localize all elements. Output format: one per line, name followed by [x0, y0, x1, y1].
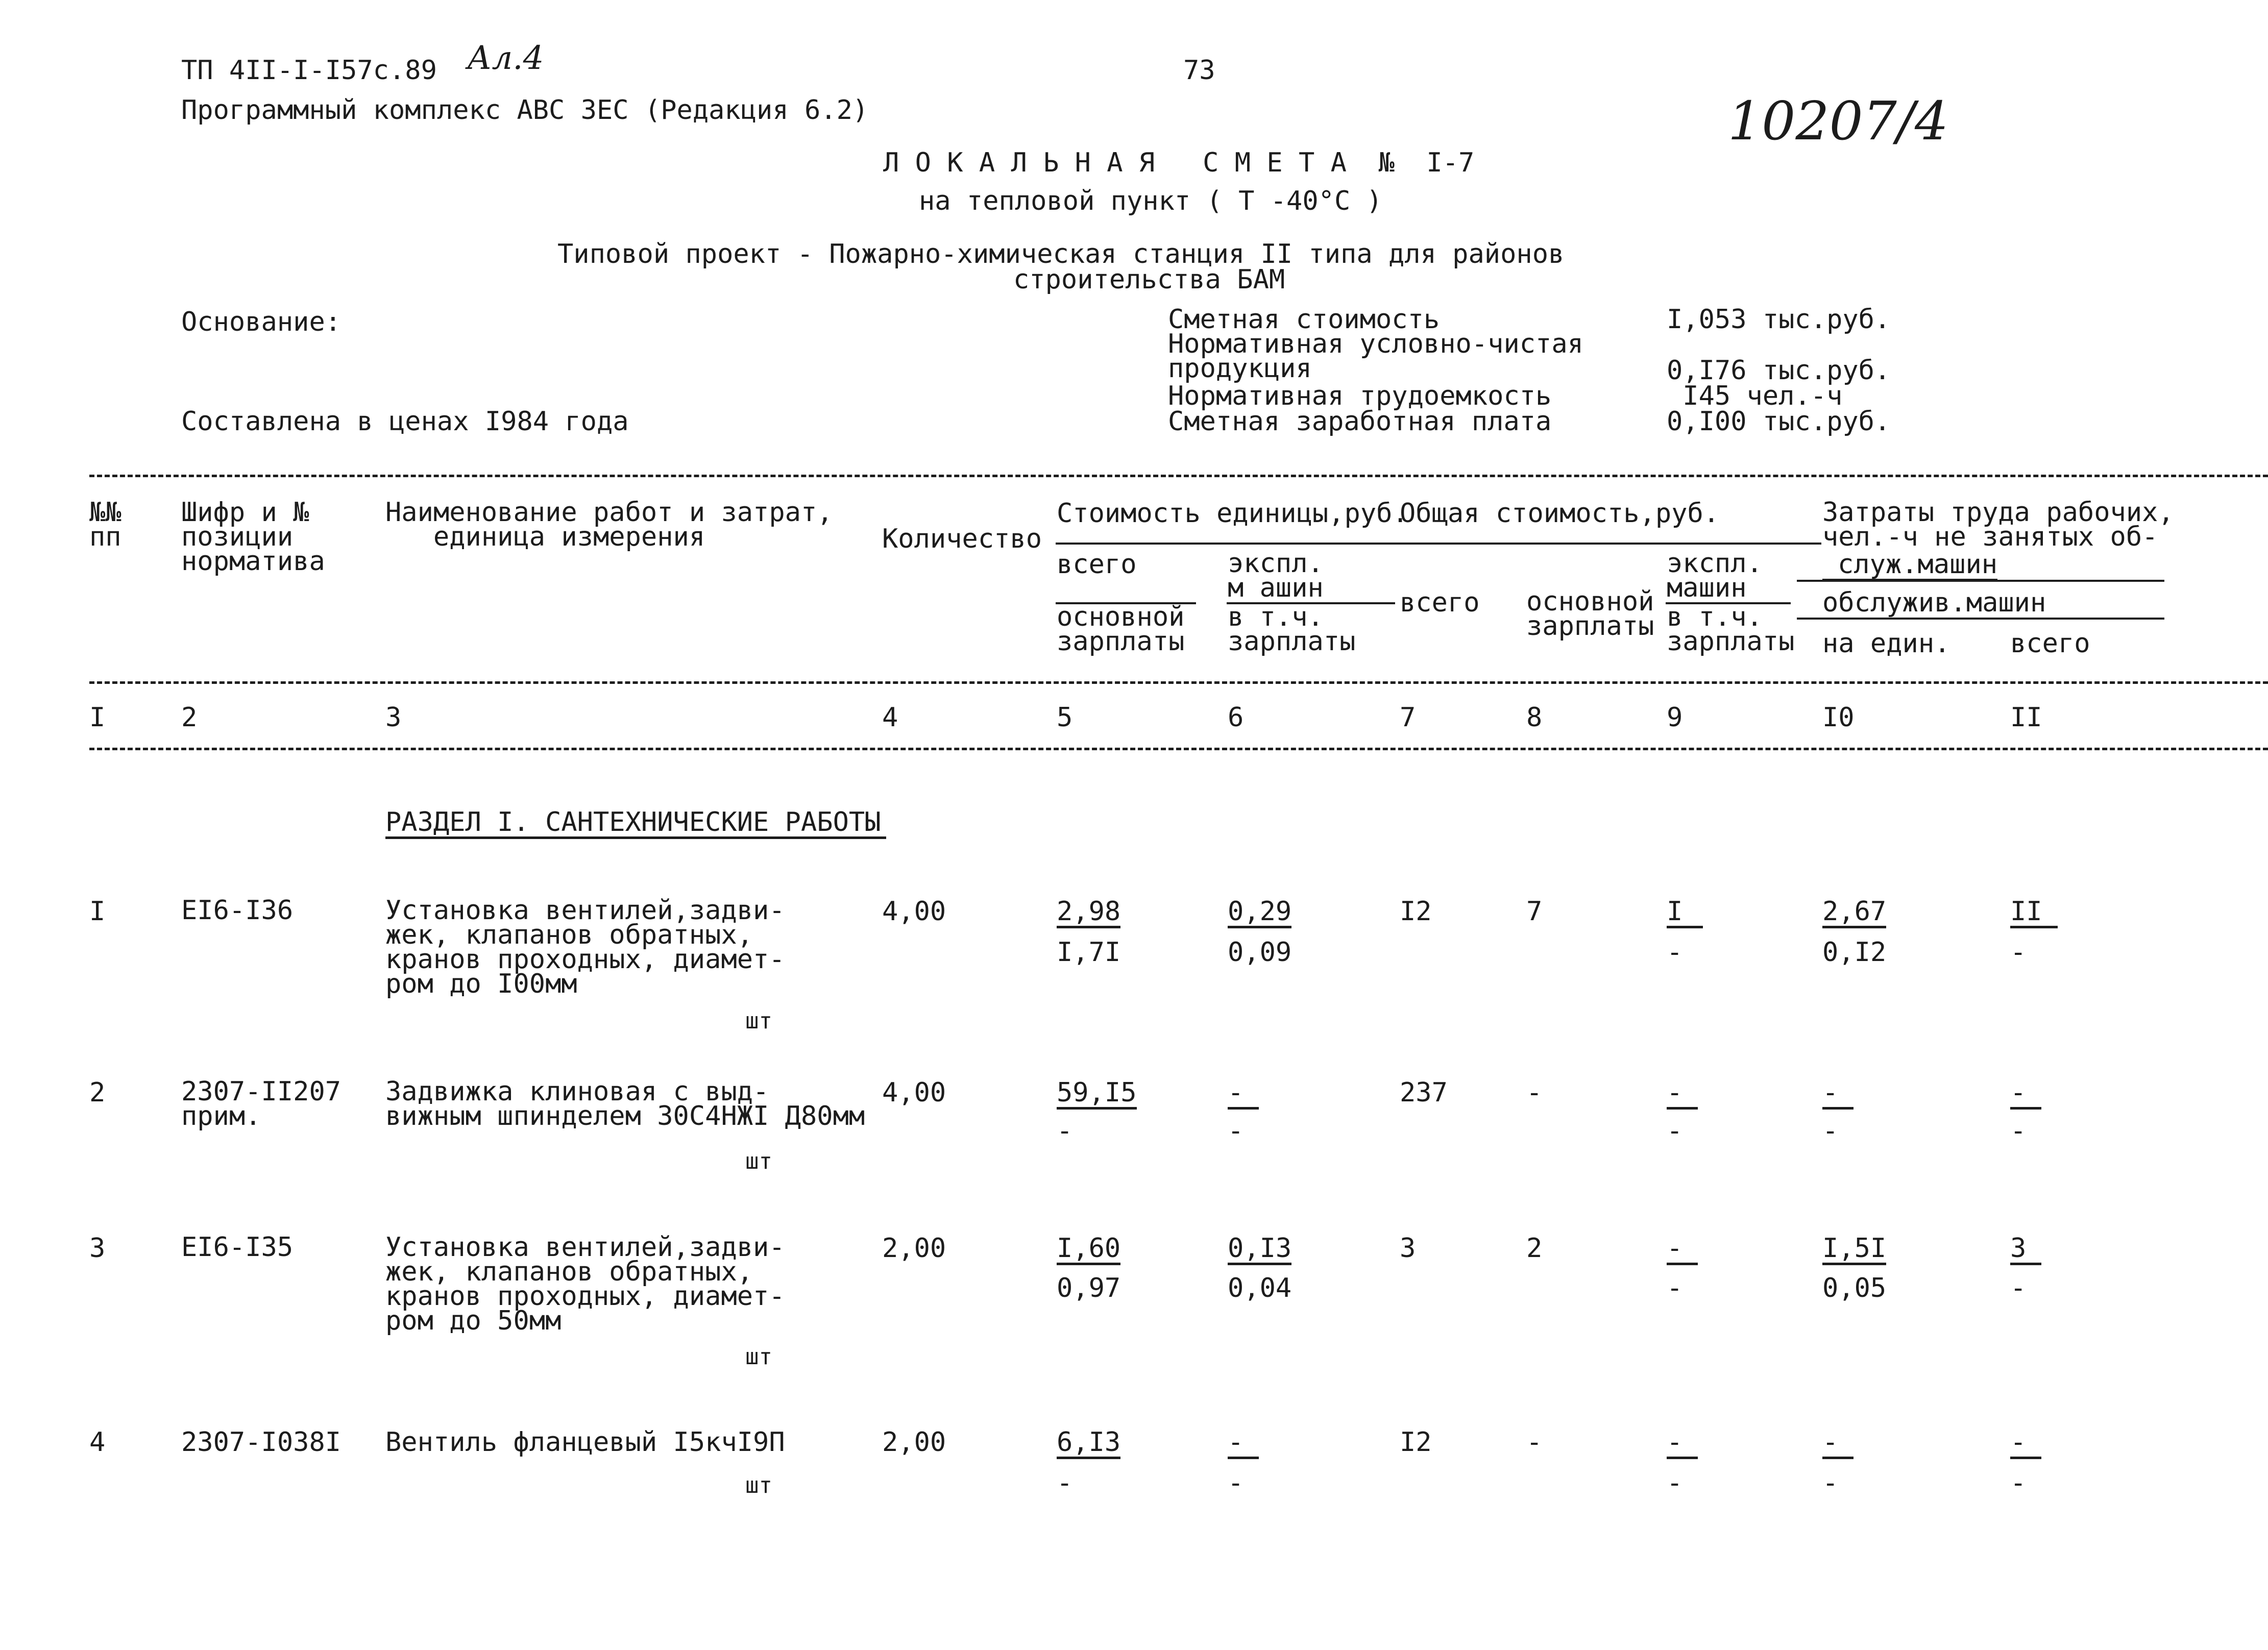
summary-value-2: I45 чел.-ч	[1667, 381, 1843, 411]
col-header-code: Шифр и № позиции норматива	[181, 497, 325, 577]
col-header-name: Наименование работ и затрат, единица измерения	[385, 497, 833, 552]
header-bottom-rule	[89, 681, 2268, 684]
project-line-1: Типовой проект - Пожарно-химическая станция II типа для районов	[557, 239, 1565, 269]
row-total-machines: -	[1667, 1429, 1698, 1459]
section-title: РАЗДЕЛ I. САНТЕХНИЧЕСКИЕ РАБОТЫ	[385, 809, 886, 839]
row-name: Установка вентилей,задви- жек, клапанов обратных, кранов проходных, диамет- ром до 50мм	[385, 1232, 785, 1336]
row-number: 4	[89, 1427, 106, 1458]
summary-label-3: Сметная заработная плата	[1168, 406, 1552, 437]
row-total-machines: I	[1667, 898, 1703, 928]
header-rule-6	[1227, 602, 1395, 604]
row-unit-machines-salary: 0,09	[1228, 937, 1292, 968]
summary-label-0: Сметная стоимость	[1168, 304, 1440, 335]
row-unit-machines-salary: 0,04	[1228, 1273, 1292, 1303]
column-number-11: II	[2010, 702, 2042, 733]
row-unit-machines-salary: -	[1228, 1468, 1244, 1498]
row-unit-cost-salary: -	[1057, 1468, 1073, 1498]
row-labor-total: -	[2010, 1429, 2041, 1459]
row-code: 2307-I038I	[181, 1427, 342, 1458]
row-total-salary: 7	[1526, 896, 1543, 927]
document-code: ТП 4II-I-I57с.89	[181, 55, 437, 86]
row-unit: шт	[745, 1008, 772, 1034]
col-header-5-salary: основной зарплаты	[1057, 602, 1185, 657]
row-unit-cost-total: 6,I3	[1057, 1429, 1120, 1459]
col-header-5-total: всего	[1057, 549, 1137, 580]
table-top-rule	[89, 475, 2268, 477]
summary-value-1: 0,I76 тыс.руб.	[1667, 355, 1891, 386]
col-header-labor: Затраты труда рабочих, чел.-ч не занятых об-	[1822, 497, 2174, 552]
handwritten-doc-number: 10207/4	[1728, 90, 1949, 152]
summary-value-0: I,053 тыс.руб.	[1667, 304, 1891, 335]
row-labor-total-machines: -	[2010, 937, 2027, 968]
page-number: 73	[1183, 55, 1215, 86]
col-header-9-salary: в т.ч. зарплаты	[1667, 602, 1795, 657]
row-quantity: 4,00	[882, 1077, 946, 1108]
row-number: I	[89, 896, 106, 927]
row-name: Задвижка клиновая с выд- вижным шпинделем 30С4НЖI Д80мм	[385, 1076, 865, 1131]
summary-label-1: Нормативная условно-чистая продукция	[1168, 329, 1583, 384]
row-labor-per-unit: 2,67	[1822, 898, 1886, 928]
row-total-cost: 3	[1400, 1233, 1416, 1264]
column-number-5: 5	[1057, 702, 1073, 733]
row-labor-total: -	[2010, 1079, 2041, 1110]
column-number-4: 4	[882, 702, 898, 733]
summary-value-3: 0,I00 тыс.руб.	[1667, 406, 1891, 437]
summary-label-2: Нормативная трудоемкость	[1168, 381, 1552, 411]
column-number-10: I0	[1822, 702, 1855, 733]
row-number: 2	[89, 1077, 106, 1108]
row-labor-total-machines: -	[2010, 1468, 2027, 1498]
row-quantity: 2,00	[882, 1427, 946, 1458]
row-total-machines: -	[1667, 1079, 1698, 1110]
row-unit-machines: -	[1228, 1429, 1259, 1459]
col-header-8-salary: основной зарплаты	[1526, 586, 1654, 642]
row-unit-cost-total: 2,98	[1057, 898, 1120, 928]
col-header-11-total: всего	[2010, 628, 2090, 659]
row-name: Установка вентилей,задви- жек, клапанов обратных, кранов проходных, диамет- ром до I00мм	[385, 895, 785, 999]
row-labor-per-unit-machines: 0,05	[1822, 1273, 1887, 1303]
row-labor-per-unit-machines: 0,I2	[1822, 937, 1887, 968]
software-note: Программный комплекс АВС ЗЕС (Редакция 6.2)	[181, 95, 869, 126]
row-labor-per-unit-machines: -	[1822, 1468, 1839, 1498]
row-total-cost: I2	[1400, 1427, 1432, 1458]
row-labor-total: 3	[2010, 1235, 2041, 1265]
row-labor-total: II	[2010, 898, 2058, 928]
header-rule-labor-2	[1797, 580, 2164, 582]
col-header-labor-2: служ.машин	[1822, 551, 1997, 581]
row-labor-per-unit-machines: -	[1822, 1116, 1839, 1146]
row-total-salary: -	[1526, 1077, 1543, 1108]
col-header-total-cost: Общая стоимость,руб.	[1400, 498, 1720, 529]
row-unit: шт	[745, 1472, 772, 1498]
row-unit-cost-total: I,60	[1057, 1235, 1120, 1265]
row-labor-per-unit: I,5I	[1822, 1235, 1886, 1265]
header-rule-5	[1056, 602, 1196, 604]
row-labor-per-unit: -	[1822, 1429, 1854, 1459]
column-number-3: 3	[385, 702, 402, 733]
row-code: EI6-I36	[181, 895, 294, 926]
row-total-cost: 237	[1400, 1077, 1448, 1108]
row-unit-cost-salary: I,7I	[1057, 937, 1121, 968]
row-unit-machines: 0,29	[1228, 898, 1291, 928]
column-number-2: 2	[181, 702, 198, 733]
column-number-7: 7	[1400, 702, 1416, 733]
row-total-machines-salary: -	[1667, 937, 1683, 968]
header-rule-labor-3	[1797, 618, 2164, 620]
row-quantity: 2,00	[882, 1233, 946, 1264]
column-number-1: I	[89, 702, 106, 733]
row-unit-cost-salary: -	[1057, 1116, 1073, 1146]
col-header-6-salary: в т.ч. зарплаты	[1228, 602, 1356, 657]
row-quantity: 4,00	[882, 896, 946, 927]
column-number-9: 9	[1667, 702, 1683, 733]
row-code: 2307-II207 прим.	[181, 1076, 342, 1131]
row-name: Вентиль фланцевый I5кчI9П	[385, 1427, 785, 1458]
row-unit-machines: -	[1228, 1079, 1259, 1110]
row-total-machines-salary: -	[1667, 1273, 1683, 1303]
estimate-subtitle: на тепловой пункт ( Т -40°С )	[919, 186, 1382, 216]
row-labor-total-machines: -	[2010, 1116, 2027, 1146]
column-number-8: 8	[1526, 702, 1543, 733]
header-rule-9	[1666, 602, 1791, 604]
col-header-unit-cost: Стоимость единицы,руб.	[1057, 498, 1408, 529]
row-total-salary: -	[1526, 1427, 1543, 1458]
row-unit: шт	[745, 1148, 772, 1174]
row-unit-machines: 0,I3	[1228, 1235, 1291, 1265]
col-header-7-total: всего	[1400, 587, 1480, 618]
col-header-10-per-unit: на един.	[1822, 628, 1950, 659]
row-unit-cost-total: 59,I5	[1057, 1079, 1137, 1110]
row-code: EI6-I35	[181, 1232, 294, 1263]
col-header-6-machines: экспл. м ашин	[1228, 548, 1324, 603]
estimate-title: Л О К А Л Ь Н А Я С М Е Т А № I-7	[883, 147, 1475, 178]
column-number-6: 6	[1228, 702, 1244, 733]
row-labor-total-machines: -	[2010, 1273, 2027, 1303]
project-line-2: строительства БАМ	[1013, 264, 1285, 295]
header-rule-labor-1	[1806, 543, 1821, 545]
row-total-machines: -	[1667, 1235, 1698, 1265]
col-header-number: №№ пп	[89, 497, 121, 552]
row-total-machines-salary: -	[1667, 1468, 1683, 1498]
prices-note: Составлена в ценах I984 года	[181, 406, 629, 437]
row-unit: шт	[745, 1344, 772, 1370]
handwritten-sheet-note: Ал.4	[467, 39, 544, 77]
col-header-labor-3: обслужив.машин	[1822, 587, 2046, 618]
row-number: 3	[89, 1233, 106, 1264]
row-labor-per-unit: -	[1822, 1079, 1854, 1110]
row-total-cost: I2	[1400, 896, 1432, 927]
row-unit-machines-salary: -	[1228, 1116, 1244, 1146]
col-header-quantity: Количество	[882, 524, 1042, 554]
col-header-9-machines: экспл. машин	[1667, 548, 1763, 603]
row-unit-cost-salary: 0,97	[1057, 1273, 1121, 1303]
header-rule-cost	[1056, 543, 1806, 545]
row-total-salary: 2	[1526, 1233, 1543, 1264]
column-numbers-rule	[89, 748, 2268, 750]
basis-label: Основание:	[181, 307, 342, 337]
row-total-machines-salary: -	[1667, 1116, 1683, 1146]
